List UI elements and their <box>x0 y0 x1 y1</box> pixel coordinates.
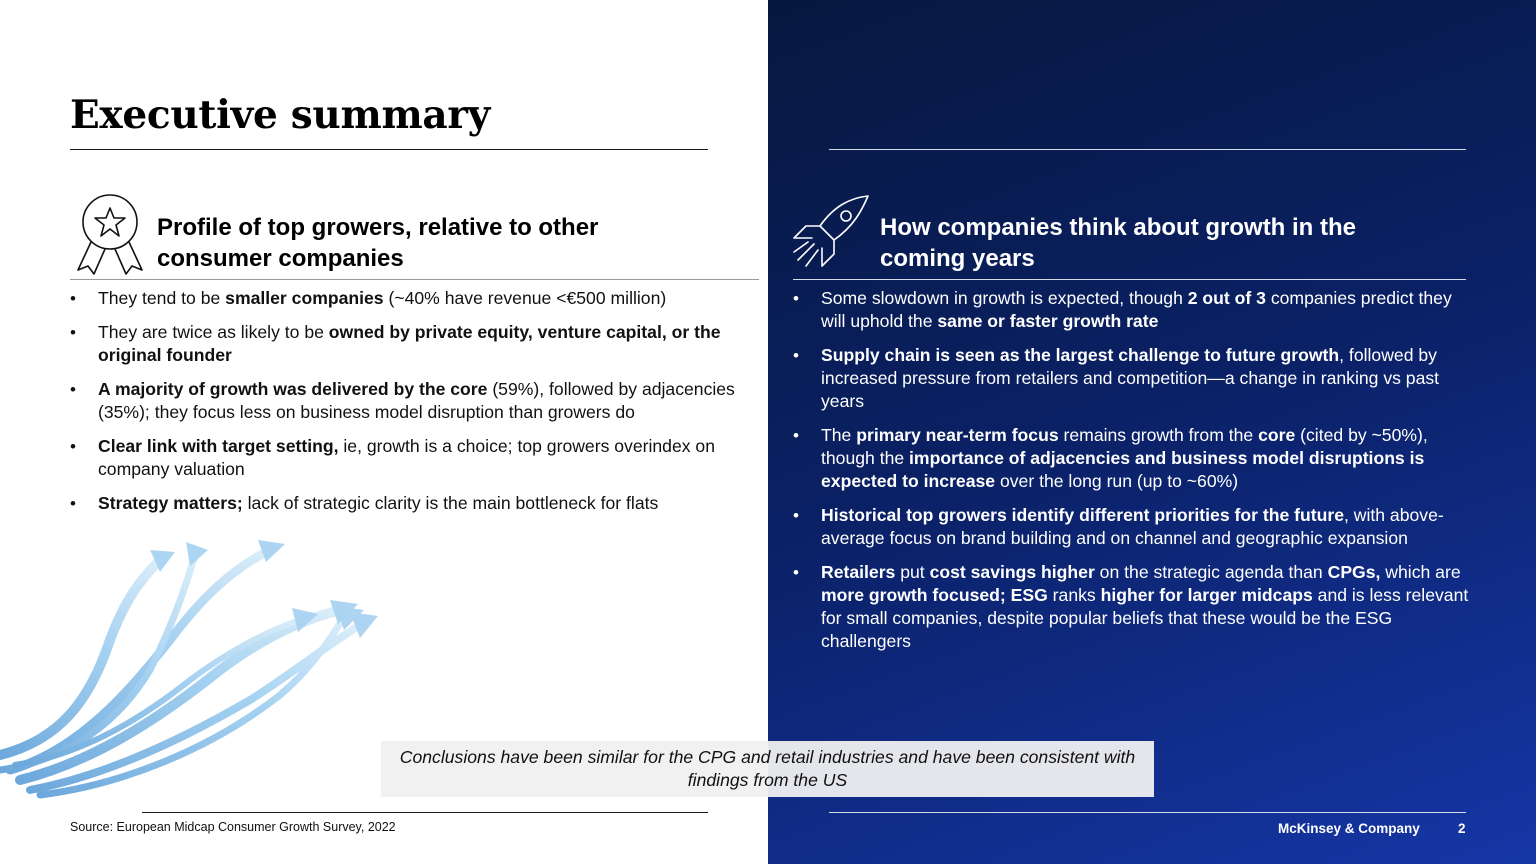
bullet-item <box>70 492 760 515</box>
bullet-text: companies predict they will uphold the <box>821 288 1452 331</box>
right-bullet-list <box>793 287 1473 664</box>
right-section-divider <box>793 279 1466 280</box>
bullet-text: Some slowdown in growth is expected, though <box>821 288 1188 308</box>
bullet-text: (~40% have revenue <€500 million) <box>383 288 667 308</box>
page-title: Executive summary <box>70 92 490 138</box>
bullet-text: ranks <box>1047 585 1101 605</box>
right-heading-line-1: How companies think about growth in the <box>880 214 1357 241</box>
award-ribbon-icon <box>74 192 146 276</box>
bullet-bold-text: smaller companies <box>225 288 384 308</box>
bullet-bold-text: Supply chain is seen as the largest challenge to future growth <box>821 345 1340 365</box>
bullet-bold-text: cost savings higher <box>929 562 1095 582</box>
rocket-icon <box>790 192 874 276</box>
bullet-item <box>793 344 1473 413</box>
bullet-text: ie, growth is a choice; top growers overindex on company valuation <box>98 436 716 479</box>
bullet-item <box>793 504 1473 550</box>
footer-divider-right <box>829 812 1466 813</box>
conclusion-callout <box>381 741 1154 797</box>
bullet-bold-text: importance of adjacencies and business model disruptions is expected to increase <box>821 448 1425 491</box>
bullet-bold-text: Historical top growers identify different priorities for the future <box>821 505 1344 525</box>
bullet-bold-text: more growth focused; ESG <box>821 585 1048 605</box>
bullet-bold-text: A majority of growth was delivered by the core <box>98 379 488 399</box>
bullet-bold-text: Retailers <box>821 562 896 582</box>
title-divider <box>70 149 708 150</box>
left-bullet-list <box>70 287 760 526</box>
bullet-item <box>793 287 1473 333</box>
bullet-text: remains growth from the <box>1058 425 1259 445</box>
bullet-item <box>70 378 760 424</box>
bullet-text: and is less relevant for small companies, despite popular beliefs that these would be the ESG challengers <box>821 585 1469 651</box>
left-heading-line-1: Profile of top growers, relative to other <box>157 214 599 241</box>
bullet-bold-text: Clear link with target setting, <box>98 436 339 456</box>
bullet-bold-text: core <box>1258 425 1296 445</box>
bullet-bold-text: primary near-term focus <box>856 425 1059 445</box>
bullet-text: (cited by ~50%), though the <box>821 425 1428 468</box>
bullet-text: lack of strategic clarity is the main bottleneck for flats <box>242 493 659 513</box>
footer-divider-left <box>142 812 708 813</box>
right-heading-line-2: coming years <box>880 245 1035 272</box>
callout-text: Conclusions have been similar for the CPG and retail industries and have been consistent with findings from the US <box>399 747 1136 790</box>
source-note: Source: European Midcap Consumer Growth Survey, 2022 <box>70 820 396 834</box>
bullet-text: which are <box>1380 562 1461 582</box>
bullet-bold-text: 2 out of 3 <box>1187 288 1266 308</box>
bullet-item <box>70 321 760 367</box>
left-section-heading <box>157 212 757 274</box>
bullet-text: , followed by increased pressure from retailers and competition—a change in ranking vs past years <box>821 345 1440 411</box>
bullet-bold-text: higher for larger midcaps <box>1100 585 1313 605</box>
blue-arrows-illustration <box>0 520 400 810</box>
page-number: 2 <box>1458 821 1466 836</box>
bullet-text: (59%), followed by adjacencies (35%); they focus less on business model disruption than growers do <box>98 379 735 422</box>
bullet-bold-text: CPGs, <box>1327 562 1381 582</box>
bullet-text: They are twice as likely to be <box>98 322 329 342</box>
right-section-heading <box>880 212 1480 274</box>
bullet-item <box>793 424 1473 493</box>
bullet-bold-text: same or faster growth rate <box>937 311 1159 331</box>
bullet-bold-text: owned by private equity, venture capital, or the original founder <box>98 322 721 365</box>
bullet-text: , with above-average focus on brand building and on channel and geographic expansion <box>821 505 1444 548</box>
bullet-bold-text: Strategy matters; <box>98 493 243 513</box>
bullet-item <box>793 561 1473 653</box>
bullet-text: They tend to be <box>98 288 226 308</box>
bullet-item <box>70 435 760 481</box>
company-brand: McKinsey & Company <box>1278 821 1420 836</box>
bullet-text: on the strategic agenda than <box>1094 562 1328 582</box>
right-top-divider <box>829 149 1466 150</box>
left-section-divider <box>70 279 759 280</box>
bullet-text: The <box>821 425 857 445</box>
bullet-item <box>70 287 760 310</box>
bullet-text: over the long run (up to ~60%) <box>995 471 1239 491</box>
left-heading-line-2: consumer companies <box>157 245 404 272</box>
bullet-text: put <box>895 562 930 582</box>
